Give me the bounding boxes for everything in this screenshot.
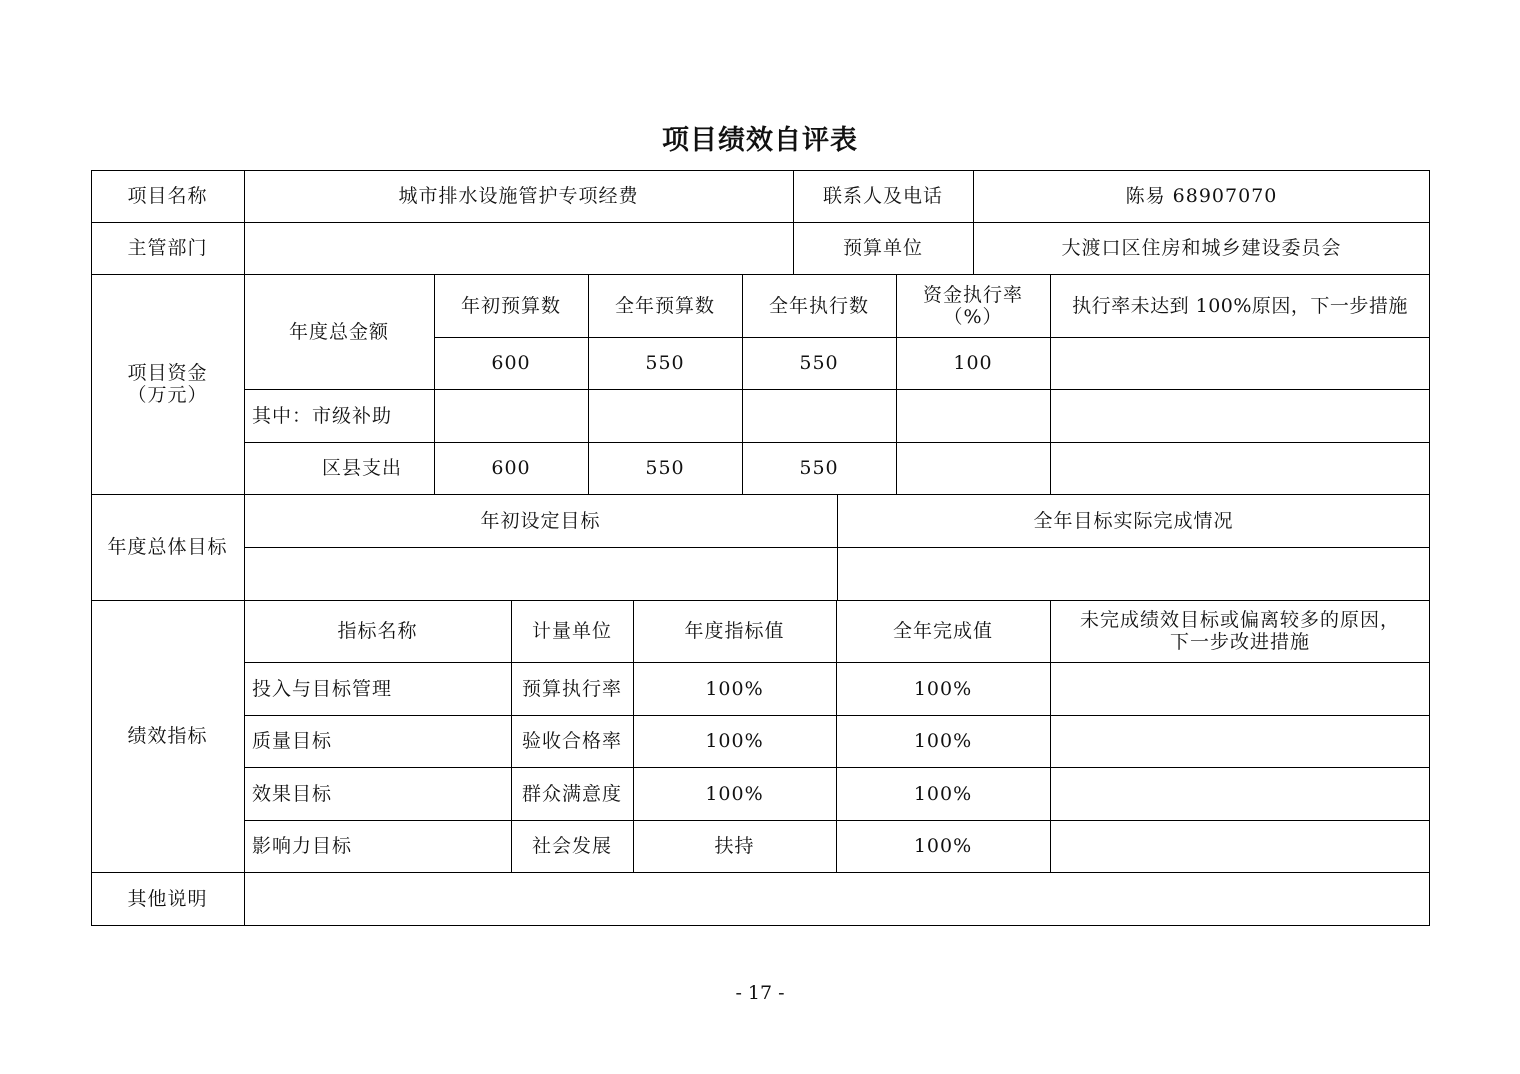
indicator-reason bbox=[1050, 662, 1430, 715]
initial-goal-value bbox=[244, 547, 837, 600]
indicator-reason bbox=[1050, 767, 1430, 820]
total-initial-budget: 600 bbox=[491, 352, 531, 374]
dept-value bbox=[244, 222, 793, 274]
indicator-actual-header: 全年完成值 bbox=[892, 620, 993, 642]
grid-line bbox=[244, 662, 1430, 663]
header-execution-rate: 资金执行率 （%） bbox=[922, 283, 1023, 328]
indicator-name: 质量目标 bbox=[252, 730, 333, 752]
table-border bbox=[91, 170, 92, 926]
grid-line bbox=[1050, 274, 1051, 494]
budget-unit-value: 大渡口区住房和城乡建设委员会 bbox=[1061, 237, 1342, 259]
header-annual-budget: 全年预算数 bbox=[614, 294, 715, 317]
grid-line bbox=[244, 820, 1430, 821]
indicator-name: 效果目标 bbox=[252, 782, 333, 805]
grid-line bbox=[434, 274, 435, 494]
indicator-target-header: 年度指标值 bbox=[684, 620, 785, 642]
annual-goal-label: 年度总体目标 bbox=[107, 536, 228, 558]
grid-line bbox=[91, 600, 1430, 601]
indicator-name-header: 指标名称 bbox=[337, 620, 418, 642]
grid-line bbox=[973, 170, 974, 274]
performance-table bbox=[91, 170, 1430, 926]
table-border bbox=[91, 925, 1430, 926]
grid-line bbox=[434, 337, 1430, 338]
grid-line bbox=[511, 600, 512, 872]
contact-value: 陈易 68907070 bbox=[1125, 185, 1278, 207]
indicators-label: 绩效指标 bbox=[127, 725, 208, 747]
district-execution-reason bbox=[1050, 442, 1430, 494]
grid-line bbox=[837, 494, 838, 600]
indicator-actual: 100% bbox=[913, 677, 973, 700]
indicator-actual: 100% bbox=[913, 782, 973, 805]
budget-unit-label: 预算单位 bbox=[842, 237, 923, 259]
grid-line bbox=[91, 494, 1430, 495]
table-border bbox=[91, 170, 1430, 171]
district-annual-budget: 550 bbox=[645, 457, 685, 479]
grid-line bbox=[742, 274, 743, 494]
grid-line bbox=[91, 274, 1430, 275]
grid-line bbox=[836, 600, 837, 872]
city-initial-budget bbox=[434, 389, 588, 442]
grid-line bbox=[91, 222, 1430, 223]
indicator-target: 100% bbox=[705, 730, 764, 752]
indicator-name: 投入与目标管理 bbox=[252, 677, 393, 700]
indicator-reason bbox=[1050, 820, 1430, 872]
total-annual-execution: 550 bbox=[799, 352, 839, 374]
grid-line bbox=[1050, 600, 1051, 872]
actual-goal-header: 全年目标实际完成情况 bbox=[1033, 509, 1234, 532]
indicator-unit: 群众满意度 bbox=[521, 782, 622, 805]
funds-label: 项目资金 （万元） bbox=[127, 362, 208, 406]
indicator-actual: 100% bbox=[913, 730, 973, 752]
annual-total-label: 年度总金额 bbox=[288, 320, 389, 343]
city-execution-reason bbox=[1050, 389, 1430, 442]
district-initial-budget: 600 bbox=[491, 457, 531, 479]
other-notes-label: 其他说明 bbox=[127, 888, 208, 910]
indicator-target: 100% bbox=[705, 677, 764, 700]
actual-goal-value bbox=[837, 547, 1430, 600]
district-expense-label: 区县支出 bbox=[321, 457, 402, 479]
indicator-unit: 社会发展 bbox=[531, 835, 612, 857]
city-annual-budget bbox=[588, 389, 742, 442]
total-execution-rate: 100 bbox=[953, 352, 993, 374]
indicator-target: 100% bbox=[705, 782, 764, 805]
city-execution-rate bbox=[896, 389, 1050, 442]
district-annual-execution: 550 bbox=[799, 457, 839, 479]
indicator-reason-header: 未完成绩效目标或偏离较多的原因， 下一步改进措施 bbox=[1079, 609, 1400, 653]
project-name-label: 项目名称 bbox=[127, 185, 208, 207]
project-name-value: 城市排水设施管护专项经费 bbox=[398, 185, 639, 207]
page-title: 项目绩效自评表 bbox=[662, 125, 858, 156]
indicator-unit-header: 计量单位 bbox=[531, 620, 612, 642]
other-notes-value bbox=[244, 872, 1430, 926]
indicator-reason bbox=[1050, 715, 1430, 767]
initial-goal-header: 年初设定目标 bbox=[480, 509, 601, 532]
header-annual-execution: 全年执行数 bbox=[768, 294, 869, 317]
indicator-unit: 预算执行率 bbox=[521, 677, 622, 700]
grid-line bbox=[244, 389, 1430, 390]
grid-line bbox=[588, 274, 589, 494]
indicator-actual: 100% bbox=[913, 835, 973, 857]
page-number: - 17 - bbox=[735, 982, 785, 1004]
grid-line bbox=[633, 600, 634, 872]
header-initial-budget: 年初预算数 bbox=[460, 294, 561, 317]
grid-line bbox=[244, 170, 245, 926]
dept-label: 主管部门 bbox=[127, 237, 208, 259]
total-annual-budget: 550 bbox=[645, 352, 685, 374]
grid-line bbox=[793, 170, 794, 274]
indicator-target: 扶持 bbox=[714, 835, 755, 857]
city-subsidy-label: 其中：市级补助 bbox=[252, 404, 393, 427]
grid-line bbox=[896, 274, 897, 494]
indicator-unit: 验收合格率 bbox=[521, 730, 622, 752]
grid-line bbox=[244, 715, 1430, 716]
grid-line bbox=[91, 872, 1430, 873]
district-execution-rate bbox=[896, 442, 1050, 494]
table-border bbox=[1429, 170, 1430, 926]
total-execution-reason bbox=[1050, 337, 1430, 389]
header-execution-reason: 执行率未达到 100%原因，下一步措施 bbox=[1072, 294, 1408, 317]
contact-label: 联系人及电话 bbox=[822, 185, 943, 207]
grid-line bbox=[244, 767, 1430, 768]
city-annual-execution bbox=[742, 389, 896, 442]
grid-line bbox=[244, 442, 1430, 443]
indicator-name: 影响力目标 bbox=[252, 835, 353, 857]
